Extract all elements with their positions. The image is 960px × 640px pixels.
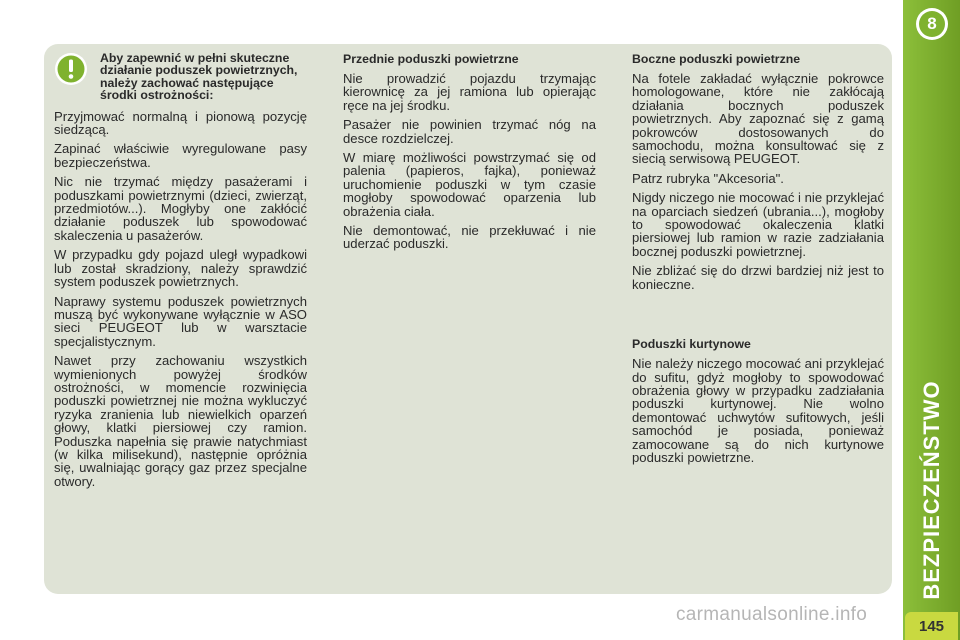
- curtain-airbags-paragraph: Nie należy niczego mocować ani przyklejać do sufitu, gdyż mogłoby to spowodować obrażenia głowy w przypadku zadziałania poduszki kurtynowej. Nie wolno demontować uchwytów sufitowych, jeśli samochód je posiada, ponieważ zamocowane są do nich kurtynowe poduszki powietrzne.: [632, 356, 884, 465]
- side-airbags-heading: Boczne poduszki powietrzne: [632, 52, 801, 66]
- watermark: carmanualsonline.info: [676, 604, 868, 625]
- front-airbags-paragraph: Pasażer nie powinien trzymać nóg na desce rozdzielczej.: [343, 117, 596, 146]
- front-airbags-paragraph: Nie prowadzić pojazdu trzymając kierownicę za jej ramiona lub opierając ręce na jej środku.: [343, 71, 596, 113]
- warning-paragraph: Przyjmować normalną i pionową pozycję siedzącą.: [54, 108, 307, 138]
- chapter-title: BEZPIECZEŃSTWO: [919, 380, 944, 600]
- warning-column: [54, 52, 307, 494]
- side-airbags-paragraph: Na fotele zakładać wyłącznie pokrowce homologowane, które nie zakłócają działania bocznych poduszek powietrznych. Aby zapoznać się z gamą pokrowców dostosowanych do samochodu, można konsultować się z siecią serwisową PEUGEOT.: [632, 71, 884, 167]
- warning-paragraph: W przypadku gdy pojazd uległ wypadkowi lub został skradziony, należy sprawdzić system poduszek powietrznych.: [54, 247, 307, 290]
- exclamation-warning-icon: [54, 52, 88, 86]
- side-airbags-paragraph: Nigdy niczego nie mocować i nie przyklejać na oparciach siedzeń (ubrania...), mogłoby to spowodować okaleczenia klatki piersiowej lub ramion w razie zadziałania bocznej poduszki powietrznej.: [632, 190, 884, 259]
- chapter-number: 8: [919, 11, 945, 37]
- front-airbags-paragraph: W miarę możliwości powstrzymać się od palenia (papieros, fajka), ponieważ uruchomienie poduszki w tym czasie mogłoby spowodować oparzenia lub obrażenia ciała.: [343, 150, 596, 219]
- front-airbags-paragraph: Nie demontować, nie przekłuwać i nie uderzać poduszki.: [343, 223, 596, 252]
- warning-title: Aby zapewnić w pełni skuteczne działanie poduszek powietrznych, należy zachować następujące środki ostrożności:: [100, 51, 298, 103]
- warning-header: [54, 52, 307, 102]
- page-number: 145: [905, 612, 958, 640]
- warning-paragraph: Naprawy systemu poduszek powietrznych muszą być wykonywane wyłącznie w ASO sieci PEUGEOT lub w warsztacie specjalistycznym.: [54, 293, 307, 349]
- side-airbags-column: [632, 52, 884, 470]
- warning-paragraph: Nic nie trzymać między pasażerami i poduszkami powietrznymi (dzieci, zwierząt, przedmiotów...). Mogłyby one zakłócić działanie poduszek lub spowodować skaleczenia u pasażerów.: [54, 174, 307, 243]
- side-airbags-paragraph: Nie zbliżać się do drzwi bardziej niż jest to konieczne.: [632, 263, 884, 292]
- warning-paragraph: Zapinać właściwie wyregulowane pasy bezpieczeństwa.: [54, 141, 307, 170]
- section-spacer: [632, 297, 884, 337]
- side-airbags-paragraph: Patrz rubryka "Akcesoria".: [632, 170, 784, 186]
- chapter-number-badge: [916, 8, 948, 40]
- front-airbags-column: [343, 52, 596, 257]
- warning-paragraph: Nawet przy zachowaniu wszystkich wymienionych powyżej środków ostrożności, w momencie rozwinięcia poduszki powietrznej nie można wykluczyć ryzyka zranienia lub niewielkich oparzeń głowy, klatki piersiowej czy ramion. Poduszka napełnia się prawie natychmiast (w kilka milisekund), następnie opróżnia się, uwalniając gorący gaz przez specjalne otwory.: [54, 353, 307, 489]
- front-airbags-heading: Przednie poduszki powietrzne: [343, 52, 519, 66]
- curtain-airbags-heading: Poduszki kurtynowe: [632, 337, 751, 352]
